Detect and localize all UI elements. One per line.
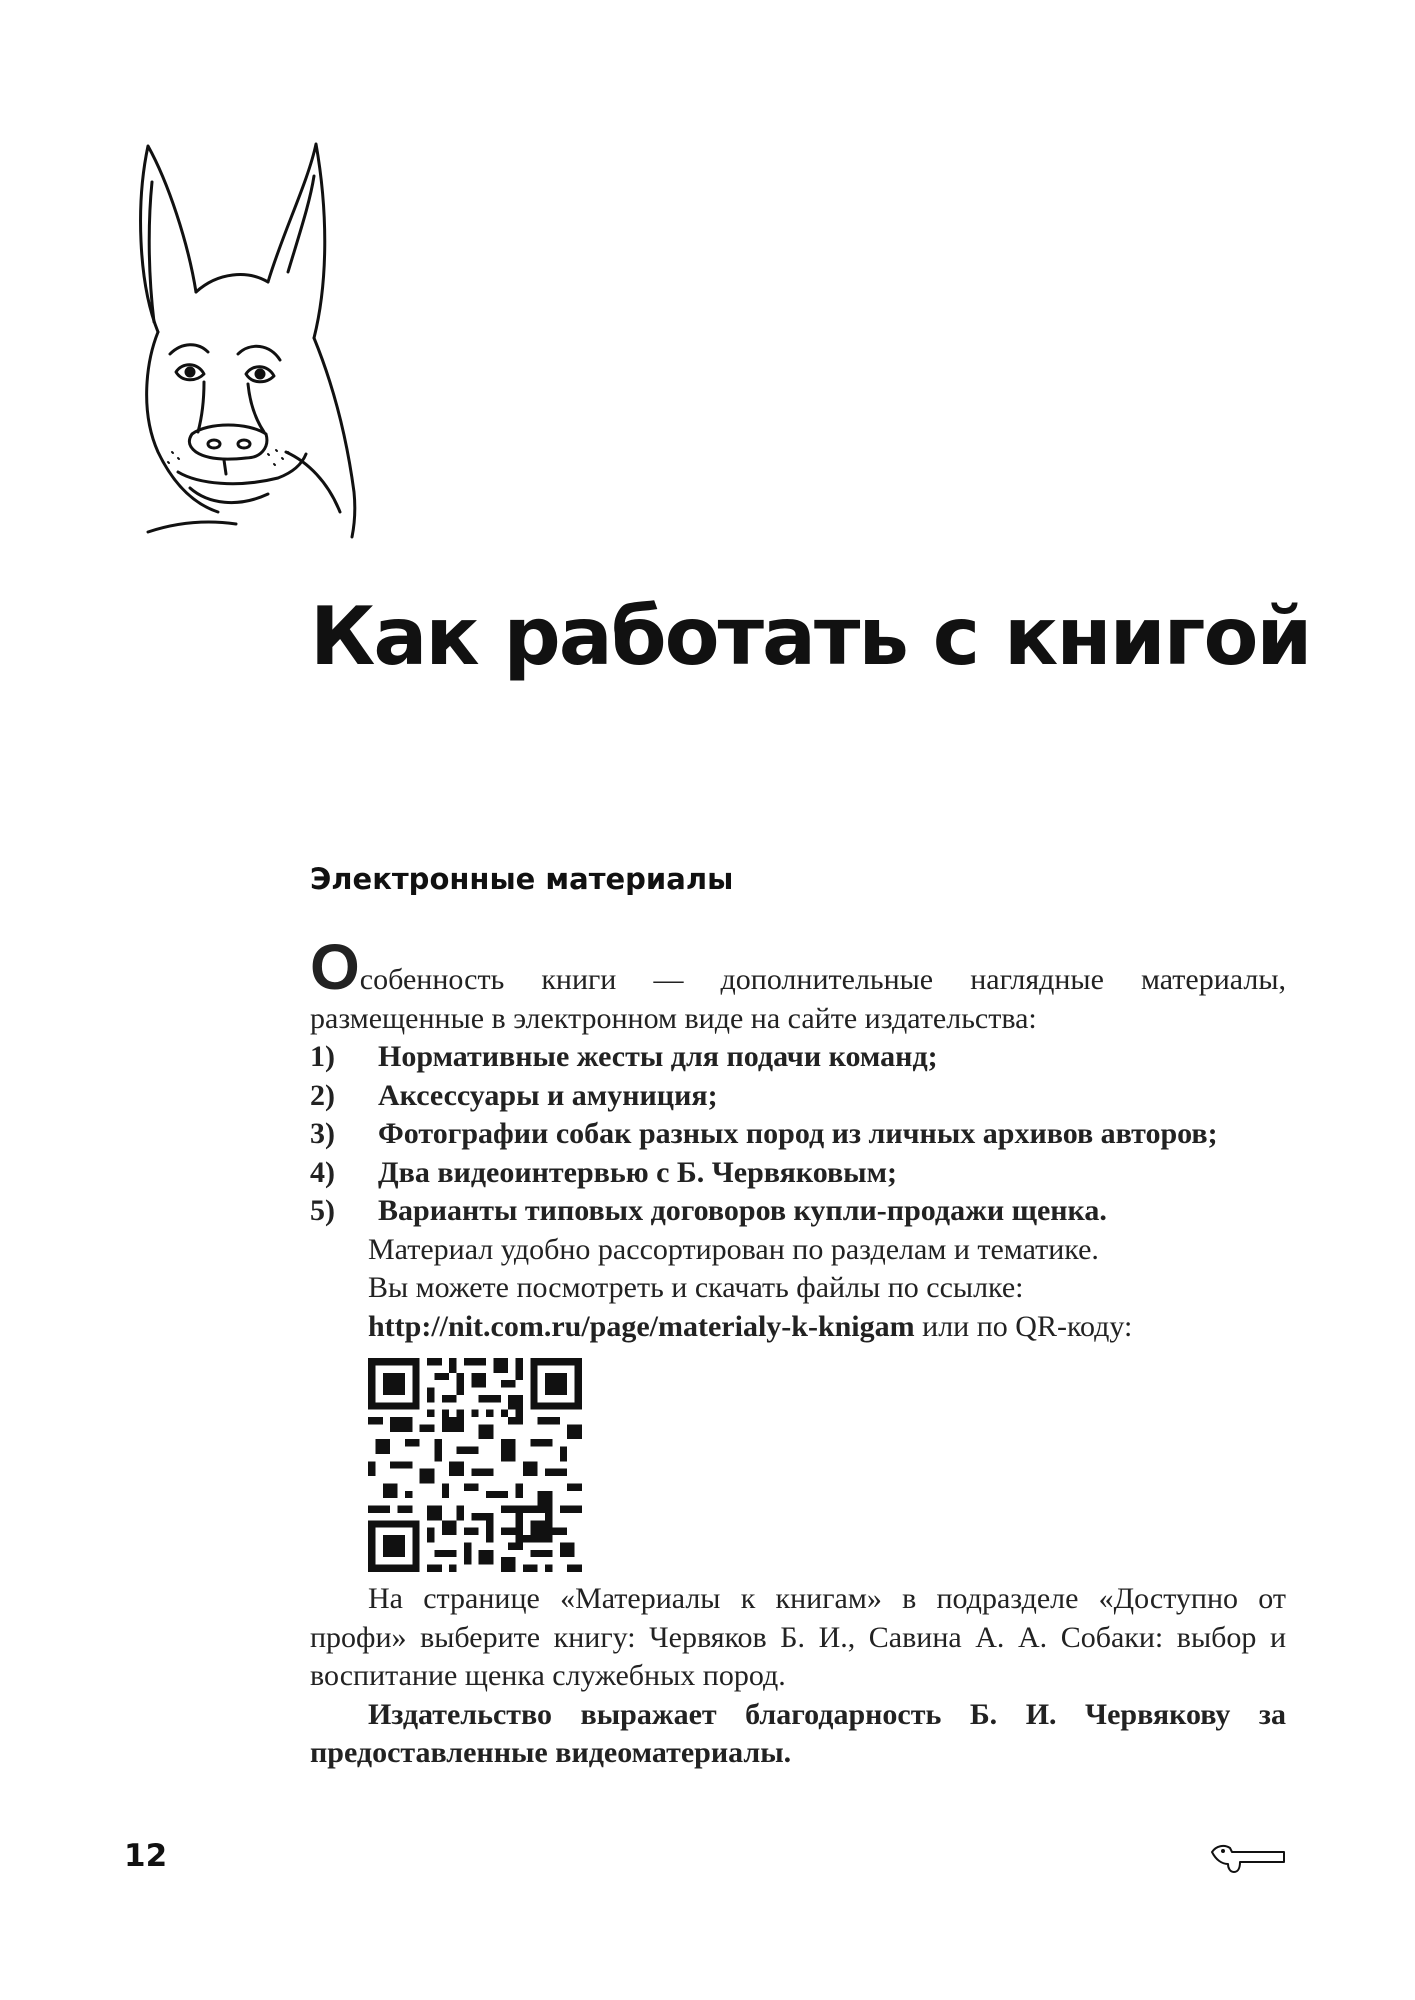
thanks-paragraph: Издательство выражает благодарность Б. И. Червякову за предоставленные видеоматериалы. — [310, 1697, 1286, 1769]
closing-text — [310, 1580, 1286, 1773]
note-download: Вы можете посмотреть и скачать файлы по ссылке: — [368, 1271, 1024, 1304]
list-item-text: Варианты типовых договоров купли-продажи щенка. — [378, 1194, 1107, 1227]
drop-cap: О — [310, 931, 360, 1003]
list-item-number: 4) — [310, 1155, 335, 1189]
list-item-number: 1) — [310, 1040, 335, 1073]
list-item-text: Нормативные жесты для подачи команд; — [378, 1040, 938, 1073]
doberman-head-icon — [118, 132, 388, 542]
list-item — [310, 1115, 1286, 1154]
list-item — [310, 1154, 1286, 1193]
page-number: 12 — [124, 1838, 168, 1874]
qr-code-icon[interactable] — [368, 1358, 582, 1572]
list-item-number: 2) — [310, 1078, 335, 1112]
instructions-paragraph: На странице «Материалы к книгам» в подразделе «Доступно от профи» выберите книгу: Червяков Б. И., Савина А. А. Собаки: выбор и воспитание щенка служебных пород. — [310, 1582, 1286, 1692]
list-item — [310, 1077, 1286, 1116]
link-line — [310, 1308, 1286, 1347]
intro-paragraph — [310, 931, 1286, 1038]
materials-list — [310, 1038, 1286, 1231]
page-title: Как работать с книгой — [310, 590, 1311, 683]
section-body — [310, 931, 1286, 1346]
dachshund-icon — [1210, 1840, 1286, 1874]
note-sorted: Материал удобно рассортирован по разделам и тематике. — [368, 1232, 1099, 1266]
list-item-text: Фотографии собак разных пород из личных архивов авторов; — [378, 1117, 1218, 1150]
list-item-number: 5) — [310, 1194, 335, 1227]
list-item-text: Аксессуары и амуниция; — [378, 1078, 718, 1112]
materials-link[interactable]: http://nit.com.ru/page/materialy-k-knigam — [368, 1309, 915, 1343]
intro-text: собенность книги — дополнительные наглядные материалы, размещенные в электронном виде на сайте издательства: — [310, 963, 1286, 1035]
list-item — [310, 1038, 1286, 1077]
link-suffix: или по QR-коду: — [914, 1309, 1133, 1343]
list-item-text: Два видеоинтервью с Б. Червяковым; — [378, 1155, 898, 1189]
list-item-number: 3) — [310, 1117, 335, 1150]
section-heading: Электронные материалы — [310, 862, 734, 896]
list-item — [310, 1192, 1286, 1231]
